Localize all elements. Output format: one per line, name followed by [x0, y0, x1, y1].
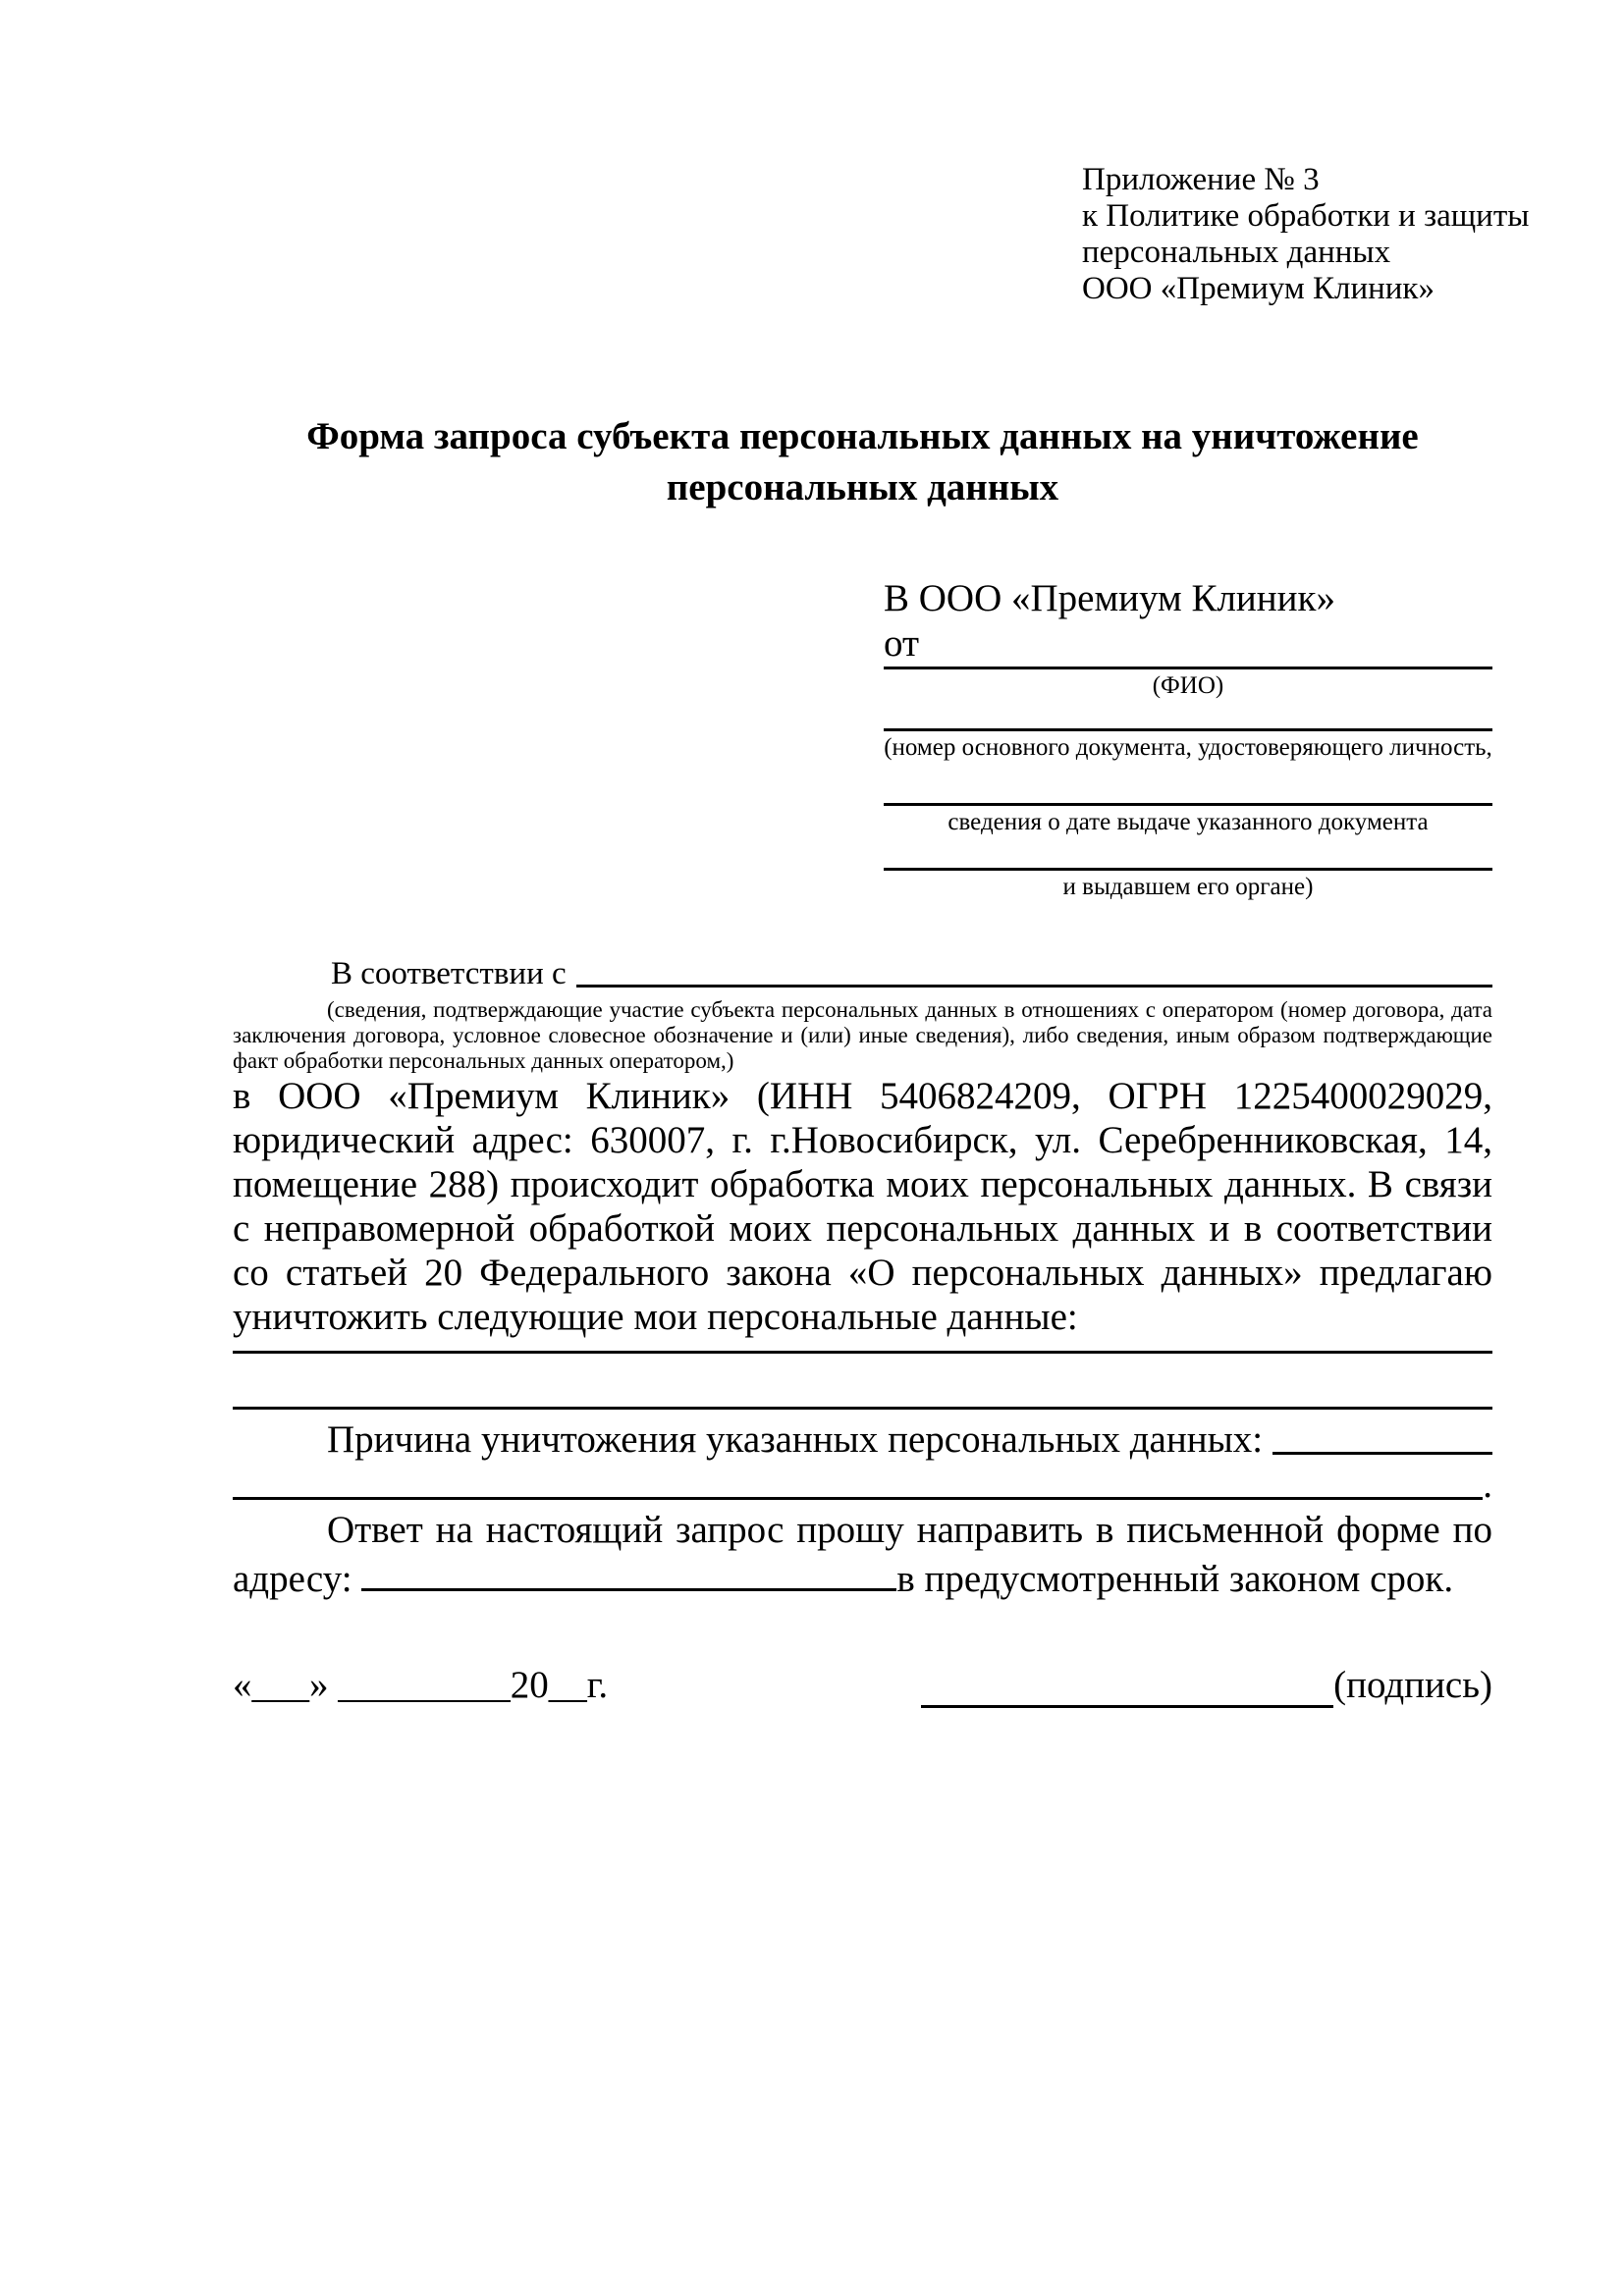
date-line[interactable]: «___» _________20__г.: [233, 1664, 609, 1706]
response-paragraph: [233, 1508, 1492, 1602]
addressee-from-label: от: [884, 622, 920, 665]
reason-blank-line-2[interactable]: [233, 1463, 1483, 1500]
issue-date-blank-line[interactable]: [884, 803, 1492, 806]
issuing-authority-caption: и выдавшем его органе): [1062, 874, 1314, 900]
issuing-authority-blank-line[interactable]: [884, 868, 1492, 871]
accordance-lead: В соответствии с: [331, 956, 567, 991]
document-number-blank-line[interactable]: [884, 728, 1492, 731]
footer-row: [233, 1663, 1492, 1708]
appendix-line: Приложение № 3: [1082, 162, 1320, 197]
address-blank-line[interactable]: [361, 1553, 896, 1591]
accordance-note: (сведения, подтверждающие участие субъекта персональных данных в отношениях с оператором (номер договора, дата заключения договора, условное словесное обозначение и (или) иные сведения), либо сведения, иным образом подтверждающие факт обработки персональных данных оператором,): [233, 997, 1492, 1073]
accordance-row: [233, 954, 1492, 993]
page-title-line: персональных данных: [666, 466, 1059, 508]
personal-data-blank-line-1[interactable]: [233, 1351, 1492, 1354]
appendix-line: персональных данных: [1082, 235, 1391, 270]
document-number-field: [884, 728, 1492, 762]
document-number-caption: (номер основного документа, удостоверяющего личность,: [884, 734, 1492, 761]
page-title-line: Форма запроса субъекта персональных данных на уничтожение: [306, 415, 1419, 457]
reason-continuation-row: [233, 1463, 1492, 1508]
addressee-to: В ООО «Премиум Клиник»: [884, 577, 1335, 619]
response-request-text: Ответ на настоящий запрос прошу направить в письменной форме по адресу:: [233, 1509, 1492, 1600]
signature-blank-line[interactable]: [921, 1670, 1333, 1708]
issuing-authority-field: [884, 868, 1492, 901]
appendix-line: к Политике обработки и защиты: [1082, 198, 1530, 234]
main-paragraph: в ООО «Премиум Клиник» (ИНН 5406824209, ОГРН 1225400029029, юридический адрес: 630007, г. г.Новосибирск, ул. Серебренниковская, 14, помещение 288) происходит обработка моих персональных данных. В связи с неправомерной обработкой моих персональных данных и в соответствии со статьей 20 Федерального закона «О персональных данных» предлагаю уничтожить следующие мои персональные данные:: [233, 1075, 1492, 1338]
issue-date-field: [884, 803, 1492, 836]
reason-label: Причина уничтожения указанных персональных данных:: [327, 1418, 1264, 1461]
reason-row: [233, 1417, 1492, 1463]
reason-blank-line[interactable]: [1272, 1417, 1492, 1455]
issue-date-caption: сведения о дате выдаче указанного документа: [947, 809, 1429, 835]
page-title: [233, 411, 1492, 513]
appendix-line: ООО «Премиум Клиник»: [1082, 271, 1435, 306]
document-content: [233, 0, 1530, 1708]
fio-field: [884, 667, 1492, 700]
fio-caption: (ФИО): [1152, 672, 1224, 699]
addressee-block: [884, 576, 1492, 901]
fio-blank-line[interactable]: [884, 667, 1492, 669]
signature-group: [921, 1663, 1492, 1708]
appendix-block: [1082, 162, 1530, 307]
response-tail-text: в предусмотренный законом срок.: [896, 1558, 1454, 1600]
personal-data-blank-line-2[interactable]: [233, 1407, 1492, 1410]
reason-line-terminator: .: [1483, 1464, 1492, 1506]
signature-caption: (подпись): [1333, 1664, 1492, 1706]
accordance-blank-line[interactable]: [576, 954, 1492, 988]
